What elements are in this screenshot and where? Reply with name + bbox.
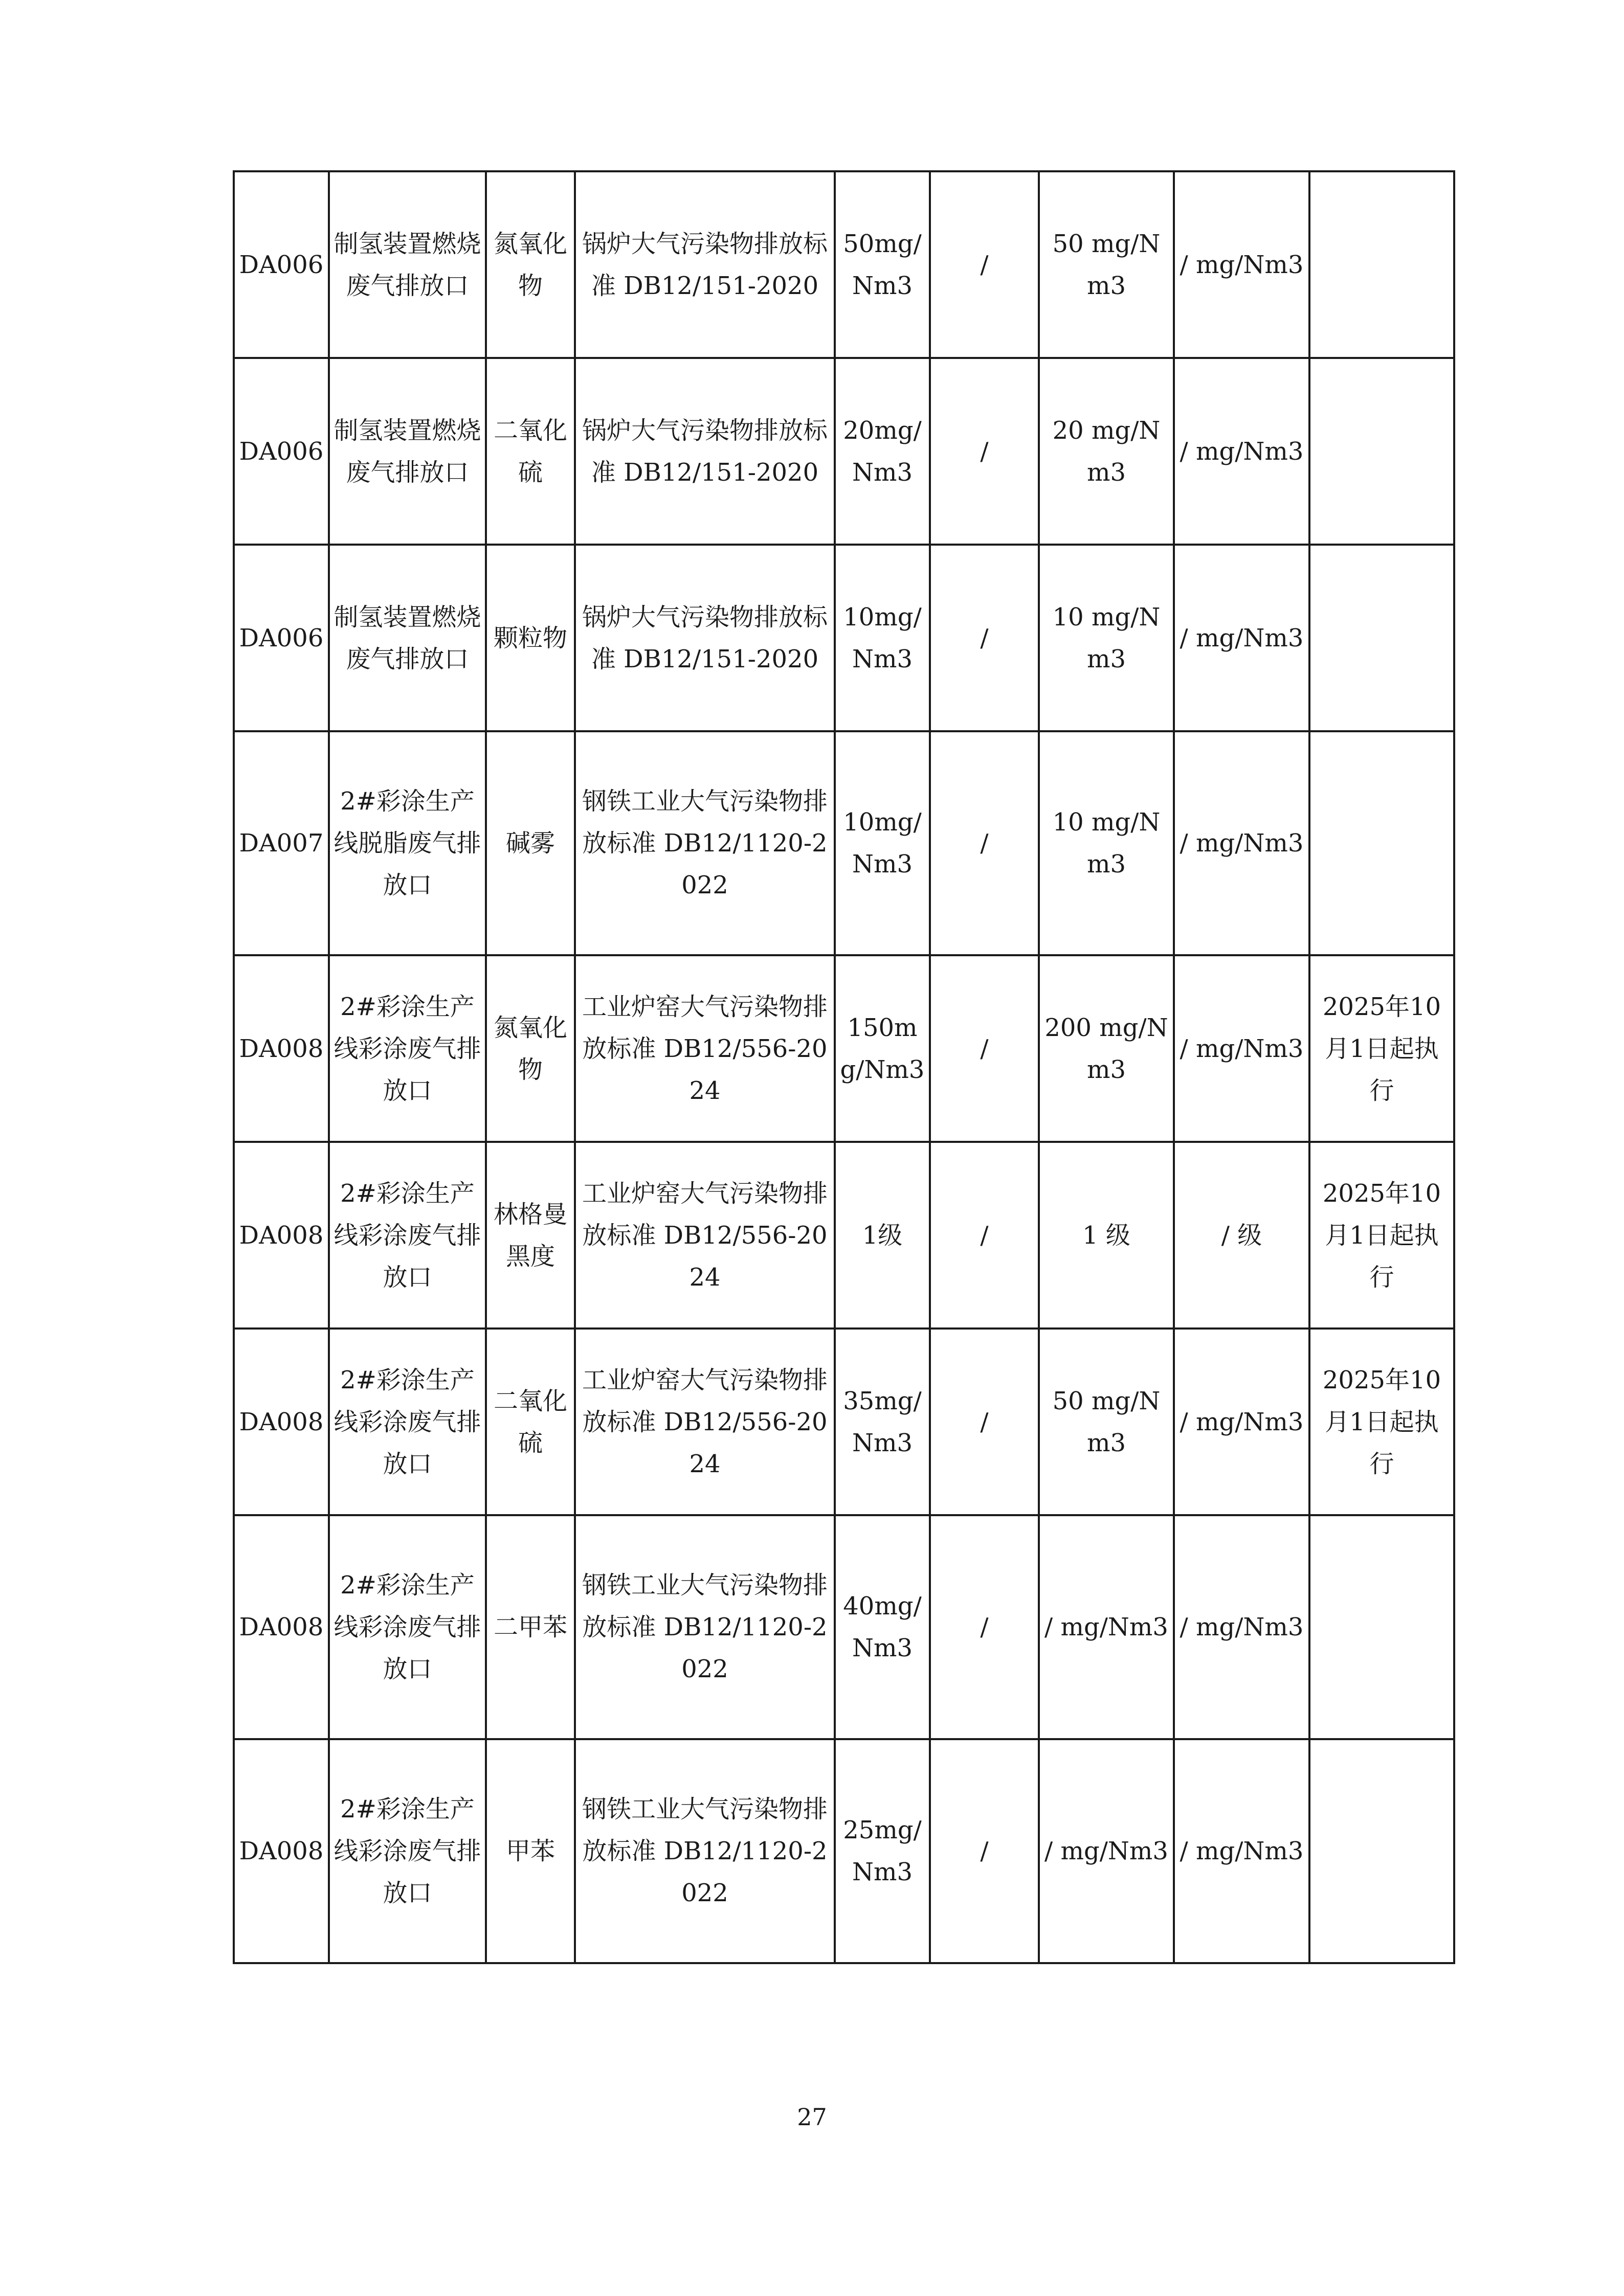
table-row: [234, 1329, 1454, 1515]
pollutant-cell: [486, 1329, 575, 1515]
table-row: [234, 731, 1454, 955]
cell-text: /: [980, 1407, 989, 1436]
table-row: [234, 955, 1454, 1142]
standard-cell: [575, 1739, 835, 1963]
cell-text: DA007: [239, 829, 324, 858]
permit-rate-cell: [1174, 1515, 1309, 1739]
standard-cell: [575, 955, 835, 1142]
cell-text: / mg/Nm3: [1044, 1613, 1168, 1641]
outlet-id-cell: [234, 731, 329, 955]
cell-text: 工业炉窑大气污染物排放标准 DB12/556-2024: [582, 1365, 828, 1478]
permit-rate-cell: [1174, 731, 1309, 955]
cell-text: DA008: [239, 1837, 324, 1865]
limit-cell: [835, 358, 930, 545]
cell-text: 钢铁工业大气污染物排放标准 DB12/1120-2022: [582, 1571, 828, 1683]
cell-text: 制氢装置燃烧废气排放口: [333, 229, 481, 300]
cell-text: 2#彩涂生产线脱脂废气排放口: [333, 787, 481, 899]
cell-text: 2#彩涂生产线彩涂废气排放口: [333, 1571, 481, 1683]
cell-text: 2#彩涂生产线彩涂废气排放口: [333, 992, 481, 1105]
outlet-name-cell: [329, 358, 486, 545]
limit-cell: [835, 171, 930, 358]
pollutant-cell: [486, 545, 575, 731]
standard-cell: [575, 731, 835, 955]
outlet-name-cell: [329, 1739, 486, 1963]
remark-cell: [1309, 731, 1454, 955]
cell-text: 40mg/Nm3: [843, 1592, 922, 1662]
cell-text: DA006: [239, 437, 324, 466]
cell-text: /: [980, 623, 989, 652]
cell-text: / mg/Nm3: [1180, 1837, 1304, 1865]
remark-cell: [1309, 1329, 1454, 1515]
limit-cell: [835, 545, 930, 731]
cell-text: DA008: [239, 1407, 324, 1436]
cell-text: /: [980, 1837, 989, 1865]
outlet-name-cell: [329, 1142, 486, 1329]
pollutant-cell: [486, 1142, 575, 1329]
standard-cell: [575, 1329, 835, 1515]
permit-concentration-cell: [1039, 955, 1174, 1142]
limit-cell: [835, 731, 930, 955]
outlet-name-cell: [329, 1329, 486, 1515]
permit-concentration-cell: [1039, 1739, 1174, 1963]
rate-limit-cell: [930, 1739, 1039, 1963]
outlet-name-cell: [329, 545, 486, 731]
rate-limit-cell: [930, 1515, 1039, 1739]
rate-limit-cell: [930, 1329, 1039, 1515]
permit-concentration-cell: [1039, 731, 1174, 955]
cell-text: 10mg/Nm3: [843, 602, 922, 673]
pollutant-cell: [486, 171, 575, 358]
limit-cell: [835, 1329, 930, 1515]
cell-text: /: [980, 250, 989, 279]
cell-text: 20 mg/Nm3: [1052, 416, 1161, 487]
cell-text: 2#彩涂生产线彩涂废气排放口: [333, 1795, 481, 1907]
rate-limit-cell: [930, 955, 1039, 1142]
remark-cell: [1309, 955, 1454, 1142]
permit-concentration-cell: [1039, 1329, 1174, 1515]
cell-text: 10 mg/Nm3: [1052, 602, 1161, 673]
cell-text: / mg/Nm3: [1180, 1034, 1304, 1063]
cell-text: / mg/Nm3: [1180, 250, 1304, 279]
cell-text: 工业炉窑大气污染物排放标准 DB12/556-2024: [582, 1179, 828, 1292]
permit-concentration-cell: [1039, 545, 1174, 731]
cell-text: 50 mg/Nm3: [1052, 1386, 1161, 1457]
cell-text: 林格曼黑度: [493, 1200, 567, 1271]
permit-rate-cell: [1174, 955, 1309, 1142]
cell-text: 二氧化硫: [493, 1386, 567, 1457]
permit-concentration-cell: [1039, 1515, 1174, 1739]
standard-cell: [575, 545, 835, 731]
standard-cell: [575, 1142, 835, 1329]
cell-text: 碱雾: [505, 829, 555, 858]
rate-limit-cell: [930, 731, 1039, 955]
permit-rate-cell: [1174, 171, 1309, 358]
standard-cell: [575, 1515, 835, 1739]
cell-text: 氮氧化物: [493, 1013, 567, 1084]
permit-concentration-cell: [1039, 358, 1174, 545]
cell-text: 二氧化硫: [493, 416, 567, 487]
cell-text: / mg/Nm3: [1180, 829, 1304, 858]
cell-text: / mg/Nm3: [1044, 1837, 1168, 1865]
cell-text: 钢铁工业大气污染物排放标准 DB12/1120-2022: [582, 787, 828, 899]
cell-text: 2025年10月1日起执行: [1322, 1365, 1441, 1478]
permit-rate-cell: [1174, 1142, 1309, 1329]
cell-text: DA008: [239, 1613, 324, 1641]
rate-limit-cell: [930, 358, 1039, 545]
rate-limit-cell: [930, 545, 1039, 731]
permit-concentration-cell: [1039, 1142, 1174, 1329]
cell-text: 25mg/Nm3: [843, 1816, 922, 1886]
pollutant-cell: [486, 955, 575, 1142]
limit-cell: [835, 1739, 930, 1963]
cell-text: 二甲苯: [493, 1613, 567, 1641]
cell-text: 2#彩涂生产线彩涂废气排放口: [333, 1365, 481, 1478]
cell-text: 1级: [862, 1221, 903, 1250]
pollutant-cell: [486, 1515, 575, 1739]
cell-text: / mg/Nm3: [1180, 1407, 1304, 1436]
cell-text: DA008: [239, 1221, 324, 1250]
cell-text: 10mg/Nm3: [843, 808, 922, 879]
cell-text: / 级: [1221, 1221, 1262, 1250]
cell-text: 200 mg/Nm3: [1044, 1013, 1168, 1084]
outlet-id-cell: [234, 1329, 329, 1515]
outlet-id-cell: [234, 171, 329, 358]
rate-limit-cell: [930, 171, 1039, 358]
cell-text: 150mg/Nm3: [840, 1013, 925, 1084]
cell-text: 50mg/Nm3: [843, 229, 922, 300]
cell-text: 20mg/Nm3: [843, 416, 922, 487]
remark-cell: [1309, 171, 1454, 358]
limit-cell: [835, 1142, 930, 1329]
table-body: [234, 171, 1454, 1963]
cell-text: 颗粒物: [493, 623, 567, 652]
outlet-id-cell: [234, 1142, 329, 1329]
standard-cell: [575, 358, 835, 545]
cell-text: DA006: [239, 250, 324, 279]
table-row: [234, 358, 1454, 545]
cell-text: / mg/Nm3: [1180, 437, 1304, 466]
table-row: [234, 1739, 1454, 1963]
emission-standards-table: [233, 170, 1455, 1964]
outlet-id-cell: [234, 955, 329, 1142]
table-row: [234, 171, 1454, 358]
cell-text: 2025年10月1日起执行: [1322, 992, 1441, 1105]
outlet-id-cell: [234, 1515, 329, 1739]
limit-cell: [835, 955, 930, 1142]
outlet-id-cell: [234, 1739, 329, 1963]
pollutant-cell: [486, 1739, 575, 1963]
cell-text: / mg/Nm3: [1180, 623, 1304, 652]
cell-text: 甲苯: [505, 1837, 555, 1865]
cell-text: 10 mg/Nm3: [1052, 808, 1161, 879]
pollutant-cell: [486, 731, 575, 955]
cell-text: 锅炉大气污染物排放标准 DB12/151-2020: [582, 416, 828, 487]
pollutant-cell: [486, 358, 575, 545]
permit-concentration-cell: [1039, 171, 1174, 358]
permit-rate-cell: [1174, 1739, 1309, 1963]
cell-text: 工业炉窑大气污染物排放标准 DB12/556-2024: [582, 992, 828, 1105]
cell-text: /: [980, 1613, 989, 1641]
page-number: 27: [797, 2103, 827, 2131]
table-row: [234, 1515, 1454, 1739]
cell-text: 1 级: [1082, 1221, 1130, 1250]
cell-text: /: [980, 1221, 989, 1250]
remark-cell: [1309, 1142, 1454, 1329]
table-row: [234, 1142, 1454, 1329]
permit-rate-cell: [1174, 545, 1309, 731]
permit-rate-cell: [1174, 358, 1309, 545]
cell-text: 2#彩涂生产线彩涂废气排放口: [333, 1179, 481, 1292]
cell-text: DA008: [239, 1034, 324, 1063]
cell-text: /: [980, 829, 989, 858]
remark-cell: [1309, 1515, 1454, 1739]
cell-text: 35mg/Nm3: [843, 1386, 922, 1457]
remark-cell: [1309, 545, 1454, 731]
cell-text: 锅炉大气污染物排放标准 DB12/151-2020: [582, 602, 828, 673]
cell-text: /: [980, 437, 989, 466]
remark-cell: [1309, 358, 1454, 545]
outlet-id-cell: [234, 358, 329, 545]
outlet-id-cell: [234, 545, 329, 731]
cell-text: 50 mg/Nm3: [1052, 229, 1161, 300]
outlet-name-cell: [329, 731, 486, 955]
rate-limit-cell: [930, 1142, 1039, 1329]
outlet-name-cell: [329, 955, 486, 1142]
cell-text: 2025年10月1日起执行: [1322, 1179, 1441, 1292]
cell-text: 氮氧化物: [493, 229, 567, 300]
cell-text: 制氢装置燃烧废气排放口: [333, 416, 481, 487]
cell-text: 制氢装置燃烧废气排放口: [333, 602, 481, 673]
cell-text: DA006: [239, 623, 324, 652]
outlet-name-cell: [329, 171, 486, 358]
permit-rate-cell: [1174, 1329, 1309, 1515]
remark-cell: [1309, 1739, 1454, 1963]
standard-cell: [575, 171, 835, 358]
outlet-name-cell: [329, 1515, 486, 1739]
cell-text: 锅炉大气污染物排放标准 DB12/151-2020: [582, 229, 828, 300]
table-row: [234, 545, 1454, 731]
cell-text: / mg/Nm3: [1180, 1613, 1304, 1641]
limit-cell: [835, 1515, 930, 1739]
cell-text: 钢铁工业大气污染物排放标准 DB12/1120-2022: [582, 1795, 828, 1907]
cell-text: /: [980, 1034, 989, 1063]
